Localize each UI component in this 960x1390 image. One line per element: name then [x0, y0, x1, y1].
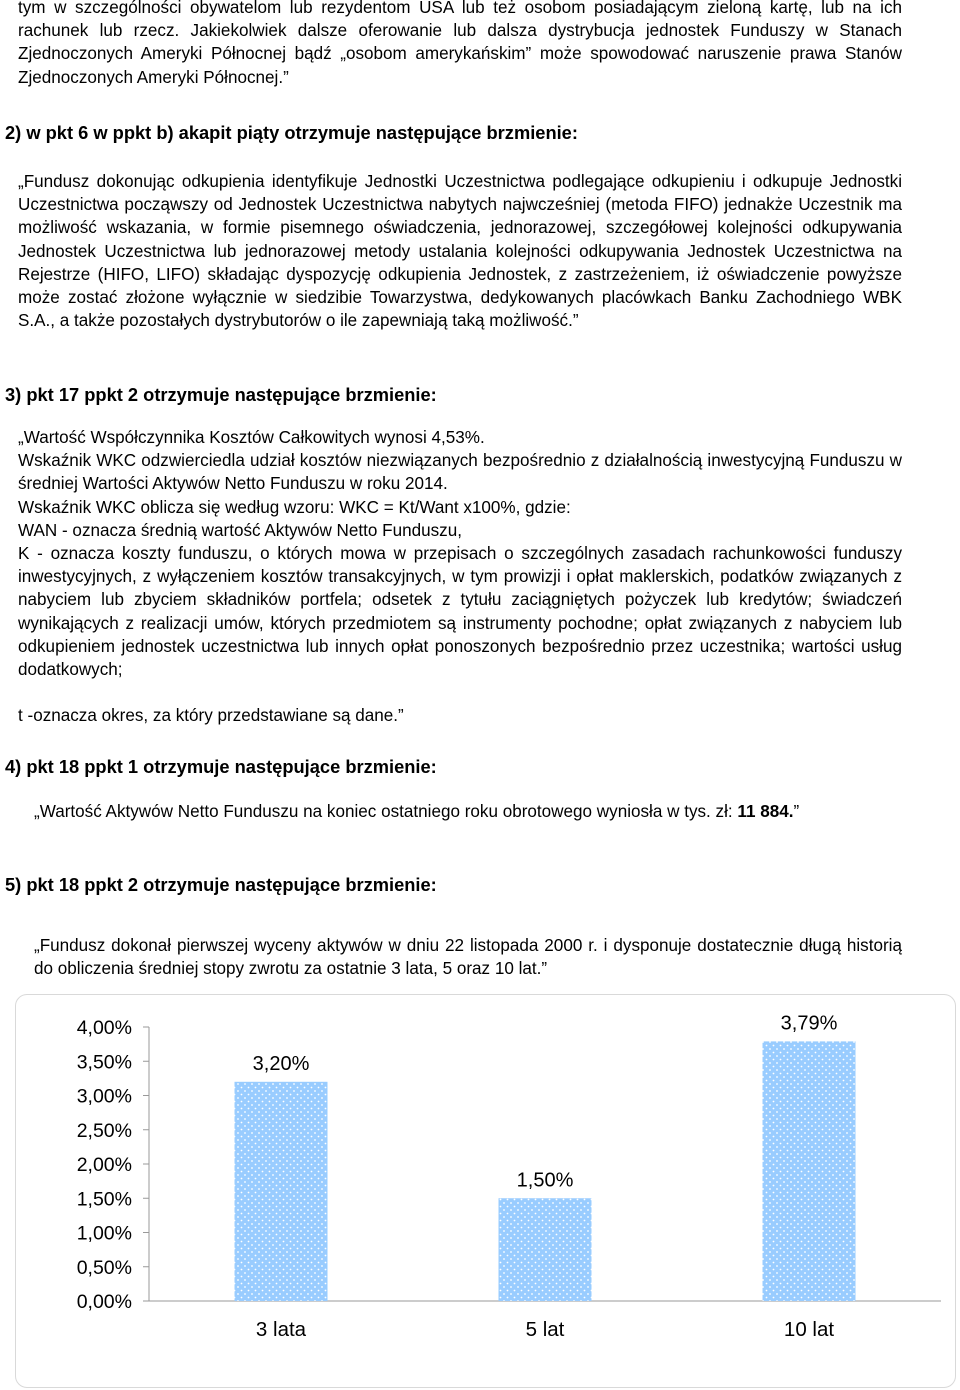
nav-value-amount: 11 884.: [737, 802, 794, 821]
y-tick-label: 2,00%: [76, 1154, 132, 1176]
wkc-formula: Wskaźnik WKC oblicza się według wzoru: WKC = Kt/Want x100%, gdzie:: [18, 498, 571, 517]
bar-5-lat: [499, 1198, 592, 1301]
section-5-heading: 5) pkt 18 ppkt 2 otrzymuje następujące brzmienie:: [5, 874, 437, 895]
t-definition: t -oznacza okres, za który przedstawiane są dane.”: [18, 706, 404, 725]
bar-3-lata: [235, 1082, 328, 1301]
k-definition: K - oznacza koszty funduszu, o których mowa w przepisach o szczególnych zasadach rachunkowości funduszy inwestycyjnych, z wyłączeniem kosztów transakcyjnych, w tym prowizji i opłat maklerskich, podatków związanych z nabyciem lub zbyciem składników portfela; odsetek z tytułu zaciągniętych pożyczek lub kredytów; świadczeń wynikających z realizacji umów, których przedmiotem są instrumenty pochodne; opłat związanych z nabyciem lub odkupieniem jednostek uczestnictwa lub innych opłat ponoszonych bezpośrednio przez uczestnika; wartości usług dodatkowych;: [18, 544, 902, 680]
closing-quote: ”: [793, 802, 800, 821]
y-tick-label: 3,00%: [76, 1085, 132, 1108]
x-category-label: 3 lata: [255, 1318, 307, 1341]
y-tick-label: 1,00%: [76, 1222, 132, 1245]
section-2-heading: 2) w pkt 6 w ppkt b) akapit piąty otrzymuje następujące brzmienie:: [5, 122, 578, 143]
y-tick-label: 2,50%: [76, 1119, 132, 1142]
nav-value-paragraph: [34, 800, 902, 823]
y-tick-label: 0,00%: [76, 1291, 132, 1313]
bar-data-label: 1,50%: [516, 1169, 574, 1192]
section-5-paragraph: „Fundusz dokonał pierwszej wyceny aktywów w dniu 22 listopada 2000 r. i dysponuje dostatecznie długą historią do obliczenia średniej stopy zwrotu za ostatnie 3 lata, 5 oraz 10 lat.”: [34, 936, 902, 979]
wkc-description: Wskaźnik WKC odzwierciedla udział kosztów niezwiązanych bezpośrednio z działalnością inwestycyjną Funduszu w średniej Wartości Aktywów Netto Funduszu w roku 2014.: [18, 451, 902, 494]
y-tick-label: 0,50%: [76, 1256, 132, 1279]
section-4-heading: 4) pkt 18 ppkt 1 otrzymuje następujące brzmienie:: [5, 756, 437, 777]
x-category-label: 5 lat: [525, 1318, 565, 1341]
nav-value-text: „Wartość Aktywów Netto Funduszu na koniec ostatniego roku obrotowego wyniosła w tys. zł:: [34, 802, 738, 821]
y-tick-label: 4,00%: [76, 1017, 132, 1039]
intro-paragraph: tym w szczególności obywatelom lub rezydentom USA lub też osobom posiadającym zieloną kartę, lub na ich rachunek lub rzecz. Jakiekolwiek dalsze oferowanie lub dalsza dystrybucja jednostek Funduszy w Stanach Zjednoczonych Ameryki Północnej bądź „osobom amerykańskim” może spowodować naruszenie prawa Stanów Zjednoczonych Ameryki Północnej.”: [18, 0, 902, 87]
x-category-label: 10 lat: [783, 1318, 835, 1341]
bar-10-lat: [763, 1041, 856, 1301]
section-2-paragraph: „Fundusz dokonując odkupienia identyfikuje Jednostki Uczestnictwa podlegające odkupieniu i odkupuje Jednostki Uczestnictwa począwszy od Jednostek Uczestnictwa nabytych najwcześniej (metoda FIFO) jednakże Uczestnik ma możliwość wskazania, w formie pisemnego oświadczenia, jednorazowej, szczegółowej kolejności odkupywania Jednostek Uczestnictwa lub jednorazowej metody ustalania kolejności odkupywania Jednostek Uczestnictwa na Rejestrze (HIFO, LIFO) składając dyspozycję odkupienia Jednostek, z zastrzeżeniem, iż oświadczenie powyższe może zostać złożone wyłącznie w siedzibie Towarzystwa, dedykowanych placówkach Banku Zachodniego WBK S.A., a także pozostałych dystrybutorów o ile zapewniają taką możliwość.”: [18, 172, 902, 331]
y-tick-label: 1,50%: [76, 1188, 132, 1211]
bar-data-label: 3,20%: [252, 1052, 310, 1075]
returns-chart-frame: [15, 994, 956, 1388]
bar-data-label: 3,79%: [780, 1012, 838, 1035]
wan-definition: WAN - oznacza średnią wartość Aktywów Netto Funduszu,: [18, 521, 462, 540]
y-tick-label: 3,50%: [76, 1051, 132, 1074]
returns-bar-chart: [16, 995, 955, 1387]
section-3-heading: 3) pkt 17 ppkt 2 otrzymuje następujące brzmienie:: [5, 384, 437, 405]
wkc-value-line: „Wartość Współczynnika Kosztów Całkowitych wynosi 4,53%.: [18, 428, 485, 447]
